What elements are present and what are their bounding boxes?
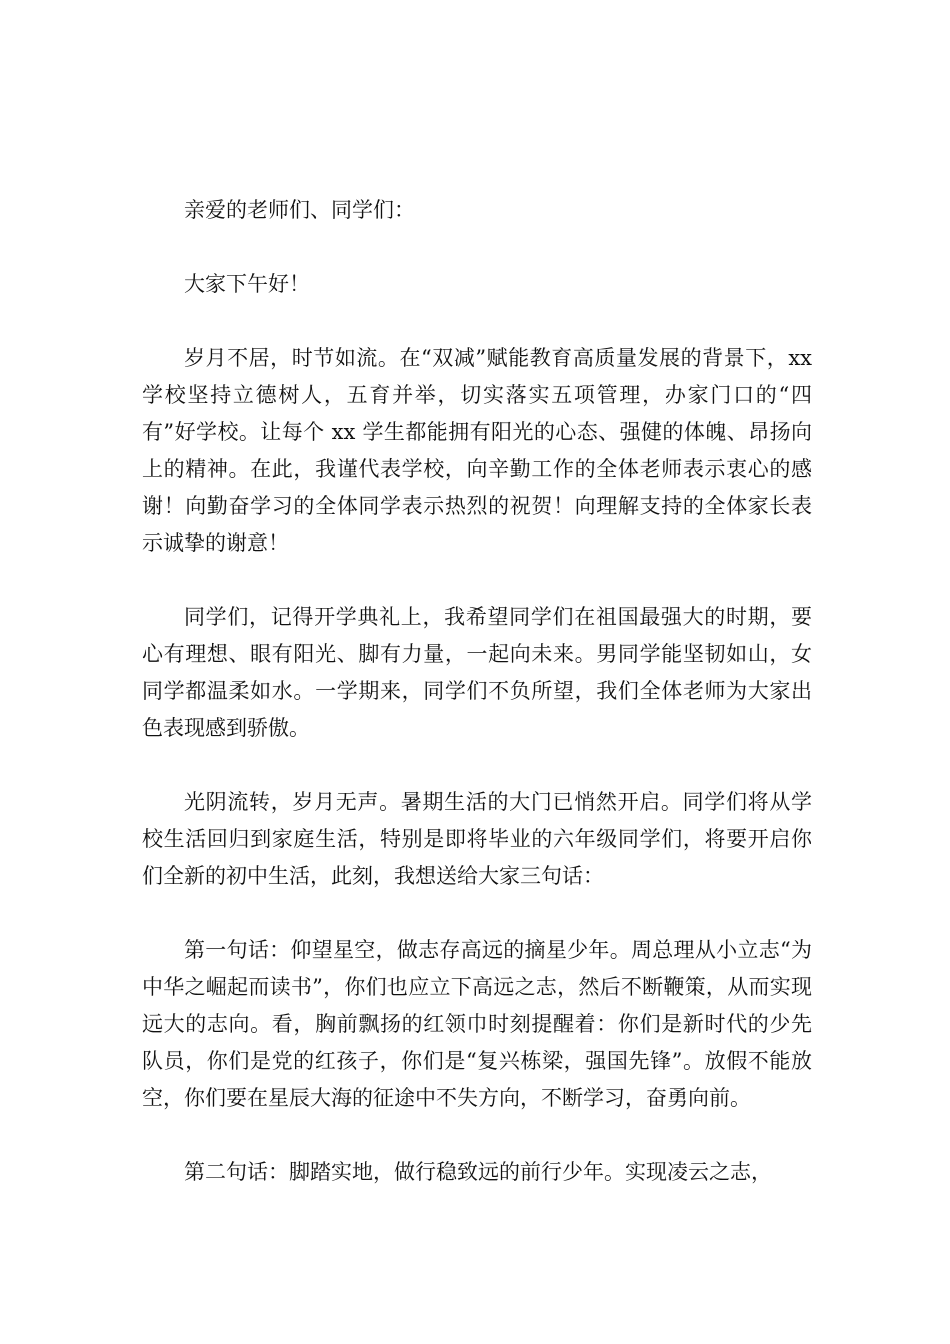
document-body [142,192,812,1228]
body-paragraph: 第二句话：脚踏实地，做行稳致远的前行少年。实现凌云之志， [184,1160,772,1184]
body-paragraph: 同学们，记得开学典礼上，我希望同学们在祖国最强大的时期，要心有理想、眼有阳光、脚有力量，一起向未来。男同学能坚韧如山，女同学都温柔如水。一学期来，同学们不负所望，我们全体老师为大家出色表现感到骄傲。 [142,605,812,740]
body-paragraph: 第一句话：仰望星空，做志存高远的摘星少年。周总理从小立志“为中华之崛起而读书”，你们也应立下高远之志，然后不断鞭策，从而实现远大的志向。看，胸前飘扬的红领巾时刻提醒着：你们是新时代的少先队员，你们是党的红孩子，你们是“复兴栋梁，强国先锋”。放假不能放空，你们要在星辰大海的征途中不失方向，不断学习，奋勇向前。 [142,938,812,1110]
body-paragraph: 光阴流转，岁月无声。暑期生活的大门已悄然开启。同学们将从学校生活回归到家庭生活，特别是即将毕业的六年级同学们，将要开启你们全新的初中生活，此刻，我想送给大家三句话： [142,790,812,888]
body-paragraph: 岁月不居，时节如流。在“双减”赋能教育高质量发展的背景下，xx 学校坚持立德树人，五育并举，切实落实五项管理，办家门口的“四有”好学校。让每个 xx 学生都能拥有阳光的心态、强健的体魄、昂扬向上的精神。在此，我谨代表学校，向辛勤工作的全体老师表示衷心的感谢！向勤奋学习的全体同学表示热烈的祝贺！向理解支持的全体家长表示诚挚的谢意！ [142,346,812,555]
salutation: 亲爱的老师们、同学们： [184,198,415,222]
greeting: 大家下午好！ [184,272,310,296]
